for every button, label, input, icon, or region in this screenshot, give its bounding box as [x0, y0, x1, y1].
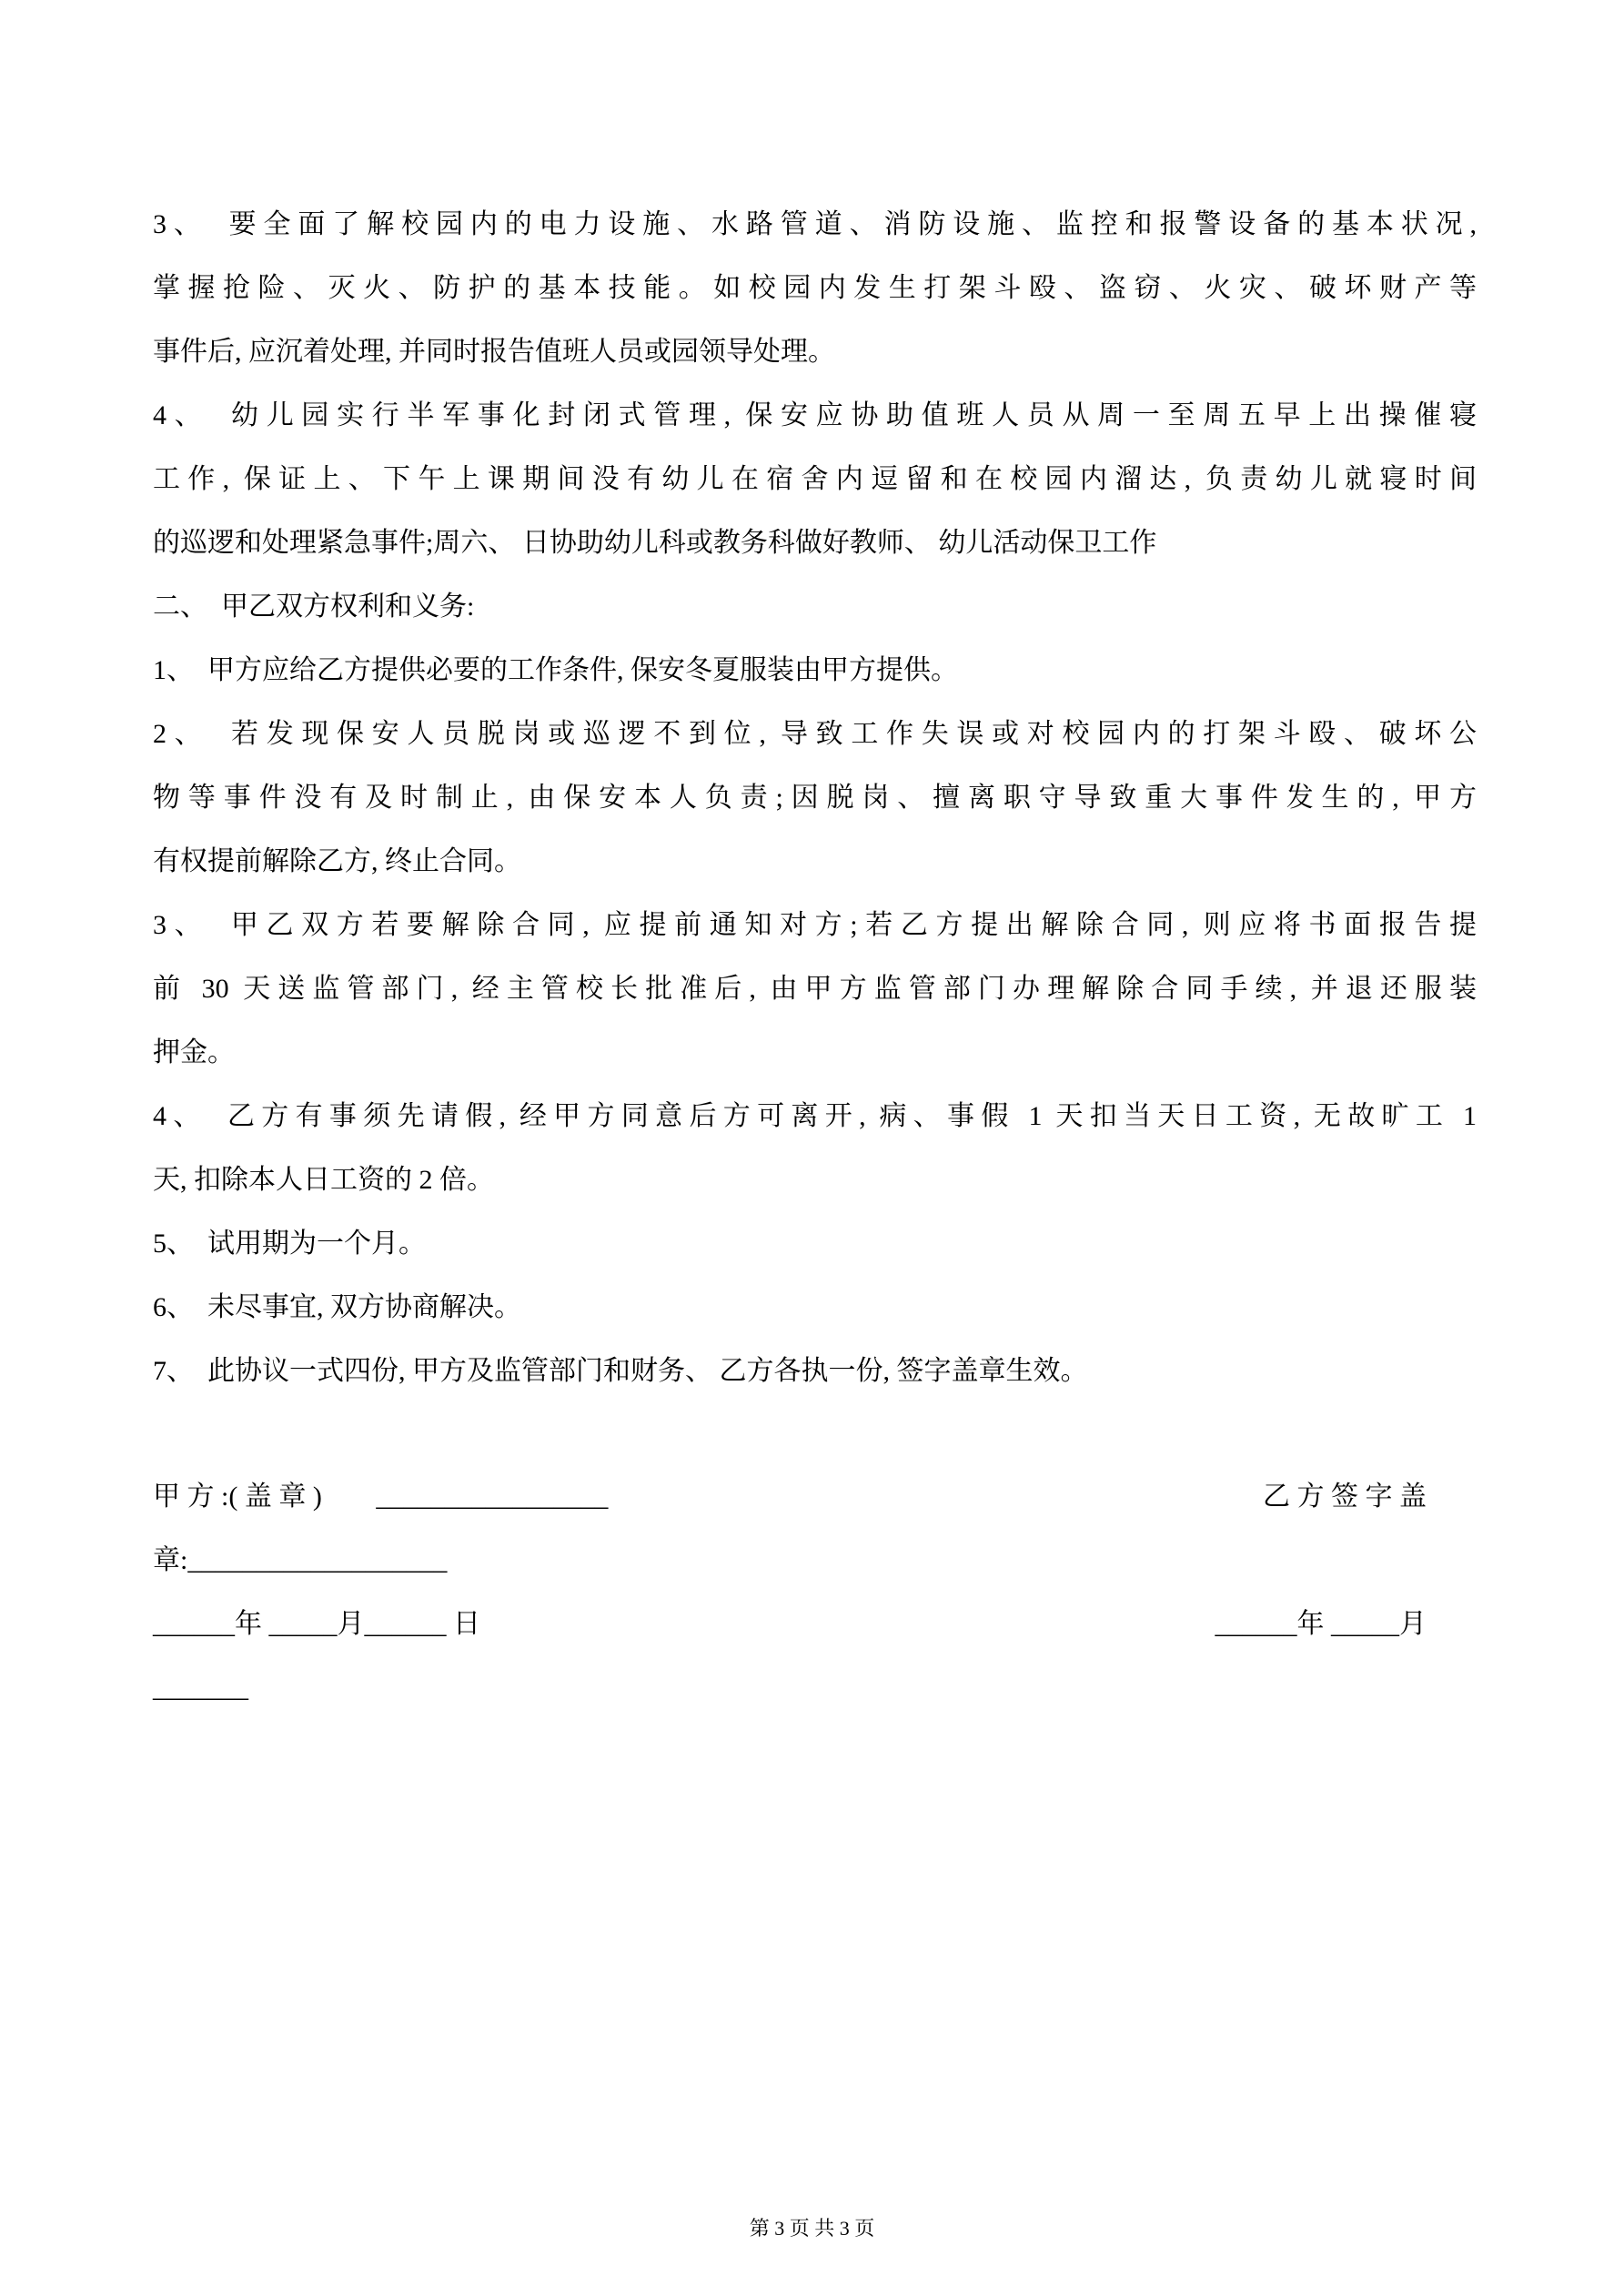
document-line: 物等事件没有及时制止, 由保安本人负责;因脱岗、擅离职守导致重大事件发生的, 甲方	[153, 783, 1477, 813]
signature-row-seal	[153, 1529, 1477, 1593]
trailing-blank: _______	[153, 1673, 248, 1703]
party-b-label: 乙 方 签 字 盖	[1263, 1482, 1427, 1512]
document-line: 3、 要全面了解校园内的电力设施、水路管道、消防设施、监控和报警设备的基本状况,	[153, 209, 1477, 239]
document-line: 5、 试用期为一个月。	[153, 1229, 426, 1259]
party-a-label: 甲 方 :( 盖 章 )	[153, 1482, 322, 1512]
section-heading: 二、 甲乙双方权利和义务:	[153, 592, 475, 622]
document-line: 4、 乙方有事须先请假, 经甲方同意后方可离开, 病、事假 1 天扣当天日工资, 无故旷工 1	[153, 1101, 1477, 1131]
document-line: 7、 此协议一式四份, 甲方及监管部门和财务、 乙方各执一份, 签字盖章生效。	[153, 1356, 1088, 1386]
document-line: 4、 幼儿园实行半军事化封闭式管理, 保安应协助值班人员从周一至周五早上出操催寝	[153, 400, 1477, 430]
document-line: 押金。	[153, 1037, 235, 1067]
document-line: 掌握抢险、灭火、防护的基本技能。如校园内发生打架斗殴、盗窃、火灾、破坏财产等	[153, 273, 1477, 303]
document-line: 工作, 保证上、下午上课期间没有幼儿在宿舍内逗留和在校园内溜达, 负责幼儿就寝时间	[153, 464, 1477, 494]
signature-row-date	[153, 1593, 1477, 1656]
document-line: 2、 若发现保安人员脱岗或巡逻不到位, 导致工作失误或对校园内的打架斗殴、破坏公	[153, 719, 1477, 749]
document-line: 事件后, 应沉着处理, 并同时报告值班人员或园领导处理。	[153, 337, 835, 367]
document-line: 的巡逻和处理紧急事件;周六、 日协助幼儿科或教务科做好教师、 幼儿活动保卫工作	[153, 528, 1157, 558]
document-line: 6、 未尽事宜, 双方协商解决。	[153, 1292, 521, 1322]
document-line: 天, 扣除本人日工资的 2 倍。	[153, 1165, 494, 1195]
party-a-signature-blank: _________________	[376, 1482, 609, 1512]
signature-row-trailing	[153, 1656, 1477, 1720]
page-number: 第 3 页 共 3 页	[749, 2217, 875, 2240]
document-line: 3、 甲乙双方若要解除合同, 应提前通知对方;若乙方提出解除合同, 则应将书面报告提	[153, 910, 1477, 940]
party-a-date-blank: ______年 _____月______ 日	[153, 1609, 480, 1639]
document-line: 前 30 天送监管部门, 经主管校长批准后, 由甲方监管部门办理解除合同手续, 并退还服装	[153, 974, 1477, 1004]
document-line: 有权提前解除乙方, 终止合同。	[153, 846, 521, 876]
document-line: 1、 甲方应给乙方提供必要的工作条件, 保安冬夏服装由甲方提供。	[153, 655, 958, 685]
party-b-date-blank: ______年 _____月	[1215, 1609, 1427, 1639]
signature-section	[153, 1465, 1477, 1720]
signature-row-party	[153, 1465, 1477, 1529]
contract-body	[153, 193, 1477, 1720]
party-a-group	[153, 1465, 608, 1529]
party-b-seal-blank: 章:___________________	[153, 1545, 448, 1575]
